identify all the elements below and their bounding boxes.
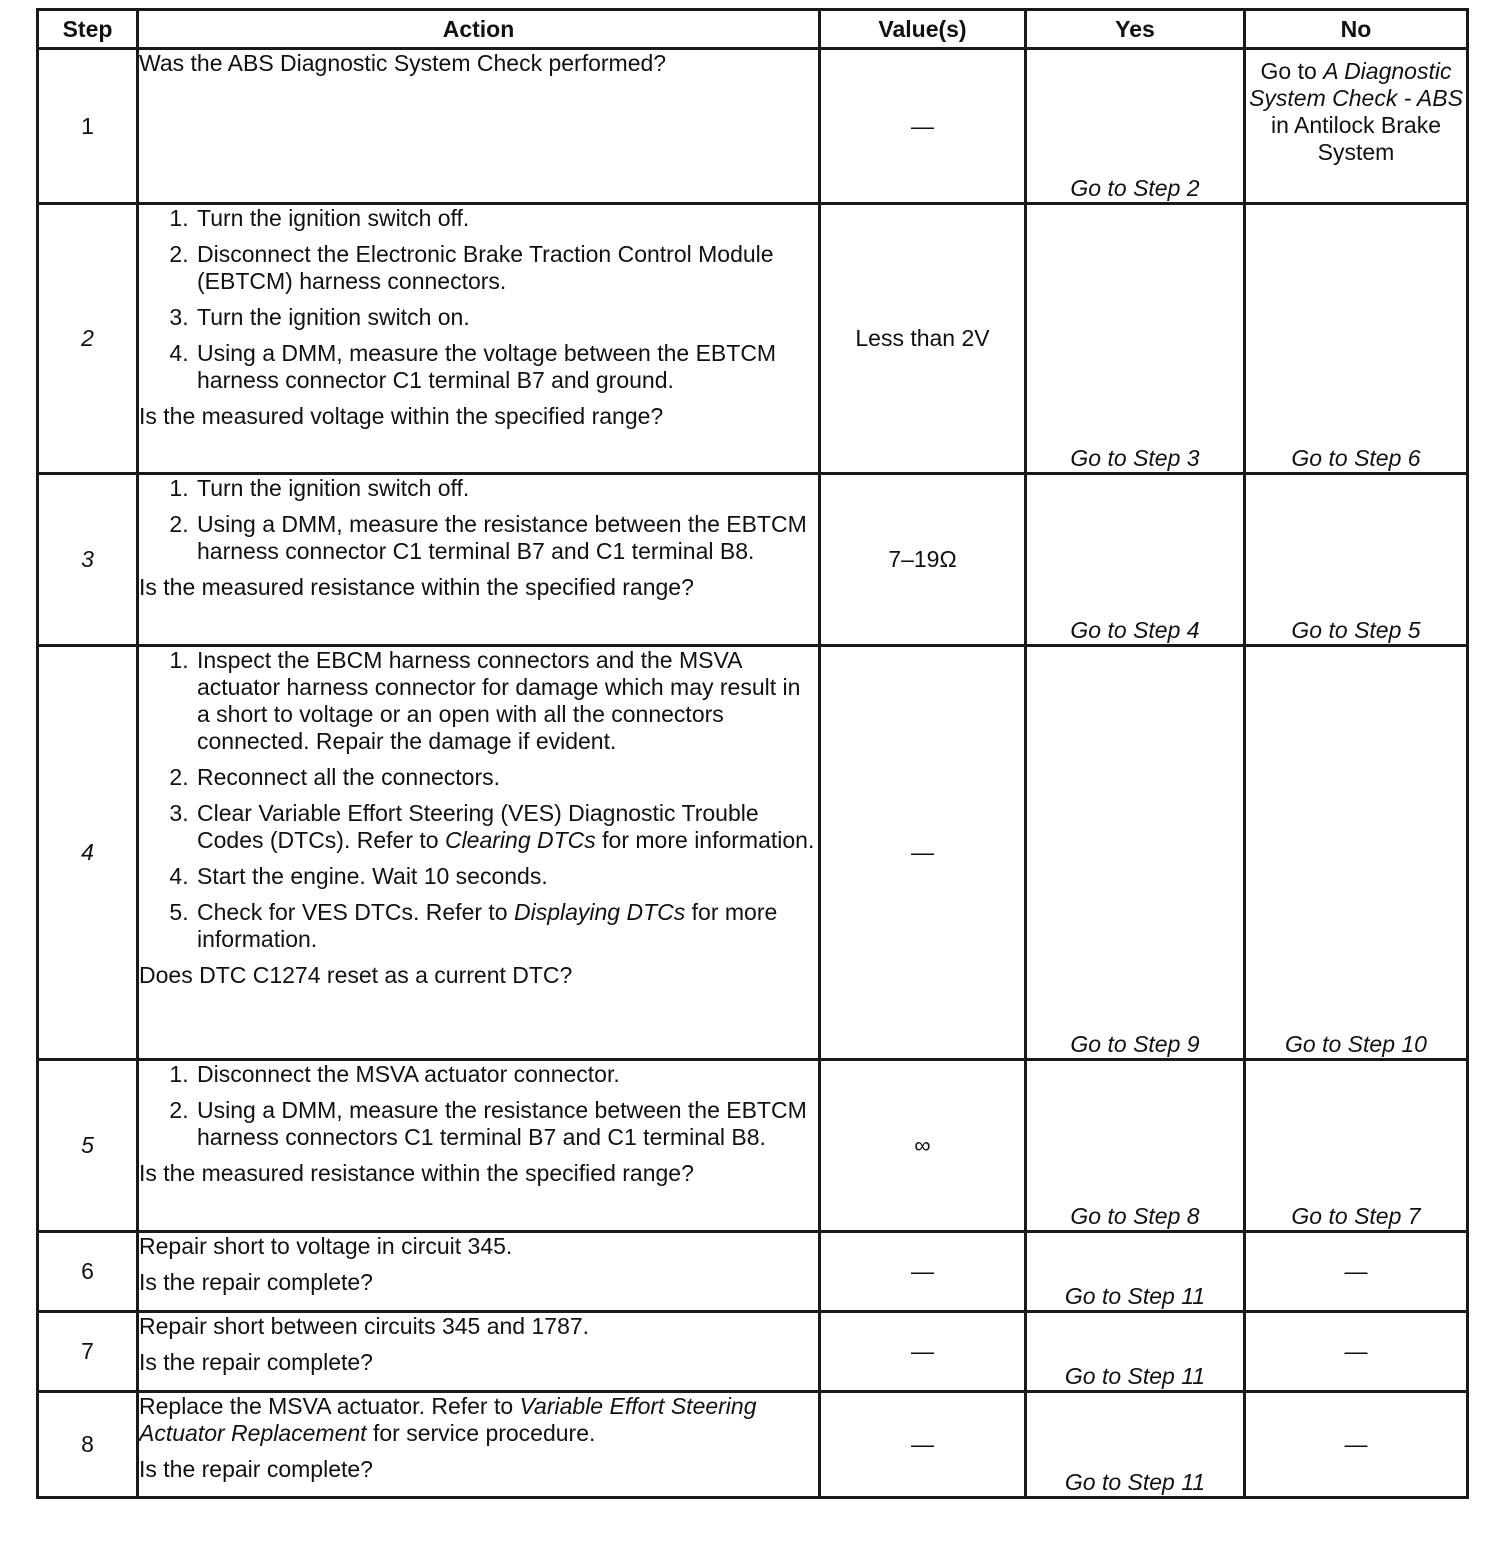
value-cell: 7–19Ω	[820, 474, 1026, 646]
table-row	[38, 1312, 1468, 1392]
action-steps	[139, 1061, 818, 1151]
action-step: 1. Disconnect the MSVA actuator connector.	[195, 1061, 818, 1088]
yes-cell	[1026, 1312, 1245, 1392]
action-text	[139, 1393, 818, 1447]
no-cell	[1245, 646, 1468, 1060]
no-goto: Go to Step 7	[1291, 1203, 1421, 1229]
table-row	[38, 204, 1468, 474]
action-text-part: Replace the MSVA actuator. Refer to	[139, 1393, 520, 1419]
step-number: 6	[38, 1232, 138, 1312]
action-question: Is the repair complete?	[139, 1456, 373, 1482]
yes-cell	[1026, 1232, 1245, 1312]
action-text: Repair short between circuits 345 and 1787.	[139, 1313, 590, 1339]
step-number: 7	[38, 1312, 138, 1392]
yes-goto: Go to Step 9	[1070, 1031, 1200, 1057]
yes-goto: Go to Step 11	[1064, 1469, 1206, 1495]
yes-goto: Go to Step 8	[1070, 1203, 1200, 1229]
table-row	[38, 1060, 1468, 1232]
action-step: 3. Turn the ignition switch on.	[195, 304, 818, 331]
action-ref: Variable Effort Steering Actuator Replacement	[139, 1393, 757, 1446]
action-step-text: Check for VES DTCs. Refer to	[197, 899, 514, 925]
action-question: Does DTC C1274 reset as a current DTC?	[139, 962, 573, 988]
action-steps	[139, 205, 818, 394]
step-number: 1	[38, 49, 138, 204]
yes-cell	[1026, 49, 1245, 204]
header-no: No	[1245, 10, 1468, 49]
no-goto: Go to Step 10	[1285, 1031, 1427, 1057]
action-question: Is the measured resistance within the specified range?	[139, 1160, 694, 1186]
step-number: 4	[38, 646, 138, 1060]
yes-cell	[1026, 646, 1245, 1060]
action-step: 2. Reconnect all the connectors.	[195, 764, 818, 791]
yes-goto: Go to Step 2	[1070, 175, 1200, 201]
action-steps	[139, 475, 818, 565]
action-step-text: Clear Variable Effort Steering (VES) Diagnostic Trouble Codes (DTCs). Refer to	[197, 800, 759, 853]
action-cell	[138, 646, 820, 1060]
action-steps	[139, 647, 818, 953]
action-question: Was the ABS Diagnostic System Check performed?	[139, 50, 667, 76]
action-step	[195, 899, 818, 953]
no-prefix: Go to	[1260, 58, 1324, 84]
table-row	[38, 474, 1468, 646]
no-italic: A Diagnostic System Check - ABS	[1249, 58, 1463, 111]
action-cell	[138, 1060, 820, 1232]
yes-goto: Go to Step 11	[1064, 1283, 1206, 1309]
no-cell	[1245, 474, 1468, 646]
action-text: Repair short to voltage in circuit 345.	[139, 1233, 513, 1259]
action-cell	[138, 474, 820, 646]
table-row	[38, 1232, 1468, 1312]
action-question: Is the measured resistance within the specified range?	[139, 574, 694, 600]
value-cell: —	[820, 646, 1026, 1060]
step-number: 2	[38, 204, 138, 474]
yes-cell	[1026, 204, 1245, 474]
action-cell	[138, 1232, 820, 1312]
action-cell	[138, 1392, 820, 1498]
action-step	[195, 800, 818, 854]
action-step: 4. Using a DMM, measure the voltage between the EBTCM harness connector C1 terminal B7 and ground.	[195, 340, 818, 394]
step-number: 5	[38, 1060, 138, 1232]
action-step: 2. Disconnect the Electronic Brake Traction Control Module (EBTCM) harness connectors.	[195, 241, 818, 295]
action-step-text: for more information.	[197, 899, 778, 952]
no-cell	[1245, 204, 1468, 474]
header-row	[38, 10, 1468, 49]
value-cell: Less than 2V	[820, 204, 1026, 474]
no-cell	[1245, 49, 1468, 204]
yes-goto: Go to Step 3	[1070, 445, 1200, 471]
header-values: Value(s)	[820, 10, 1026, 49]
yes-goto: Go to Step 4	[1070, 617, 1200, 643]
no-cell: —	[1245, 1312, 1468, 1392]
action-question: Is the measured voltage within the specified range?	[139, 403, 664, 429]
step-number: 3	[38, 474, 138, 646]
yes-cell	[1026, 474, 1245, 646]
action-cell	[138, 49, 820, 204]
value-cell: ∞	[820, 1060, 1026, 1232]
action-cell	[138, 204, 820, 474]
yes-cell	[1026, 1392, 1245, 1498]
action-text-part: for service procedure.	[366, 1420, 596, 1446]
action-step-text: for more information.	[595, 827, 815, 853]
no-goto: Go to Step 6	[1291, 445, 1421, 471]
table-row	[38, 646, 1468, 1060]
value-cell: —	[820, 1312, 1026, 1392]
action-step-ref: Displaying DTCs	[513, 899, 686, 925]
yes-cell	[1026, 1060, 1245, 1232]
no-cell	[1245, 1060, 1468, 1232]
action-step: 2. Using a DMM, measure the resistance between the EBTCM harness connectors C1 terminal B7 and C1 terminal B8.	[195, 1097, 818, 1151]
action-step: 1. Turn the ignition switch off.	[195, 475, 818, 502]
no-cell: —	[1245, 1232, 1468, 1312]
value-cell: —	[820, 1392, 1026, 1498]
action-step: 1. Inspect the EBCM harness connectors and the MSVA actuator harness connector for damage which may result in a short to voltage or an open with all the connectors connected. Repair the damage if evident.	[195, 647, 818, 755]
action-step: 1. Turn the ignition switch off.	[195, 205, 818, 232]
action-step: 2. Using a DMM, measure the resistance between the EBTCM harness connector C1 terminal B7 and C1 terminal B8.	[195, 511, 818, 565]
no-cell: —	[1245, 1392, 1468, 1498]
value-cell: —	[820, 49, 1026, 204]
action-question: Is the repair complete?	[139, 1269, 373, 1295]
action-question: Is the repair complete?	[139, 1349, 373, 1375]
no-suffix: in Antilock Brake System	[1270, 112, 1442, 165]
action-cell	[138, 1312, 820, 1392]
action-step: 4. Start the engine. Wait 10 seconds.	[195, 863, 818, 890]
header-action: Action	[138, 10, 820, 49]
diagnostic-table	[36, 8, 1469, 1499]
value-cell: —	[820, 1232, 1026, 1312]
header-step: Step	[38, 10, 138, 49]
action-step-ref: Clearing DTCs	[444, 827, 596, 853]
step-number: 8	[38, 1392, 138, 1498]
yes-goto: Go to Step 11	[1064, 1363, 1206, 1389]
table-row	[38, 49, 1468, 204]
table-row	[38, 1392, 1468, 1498]
no-goto: Go to Step 5	[1291, 617, 1421, 643]
header-yes: Yes	[1026, 10, 1245, 49]
